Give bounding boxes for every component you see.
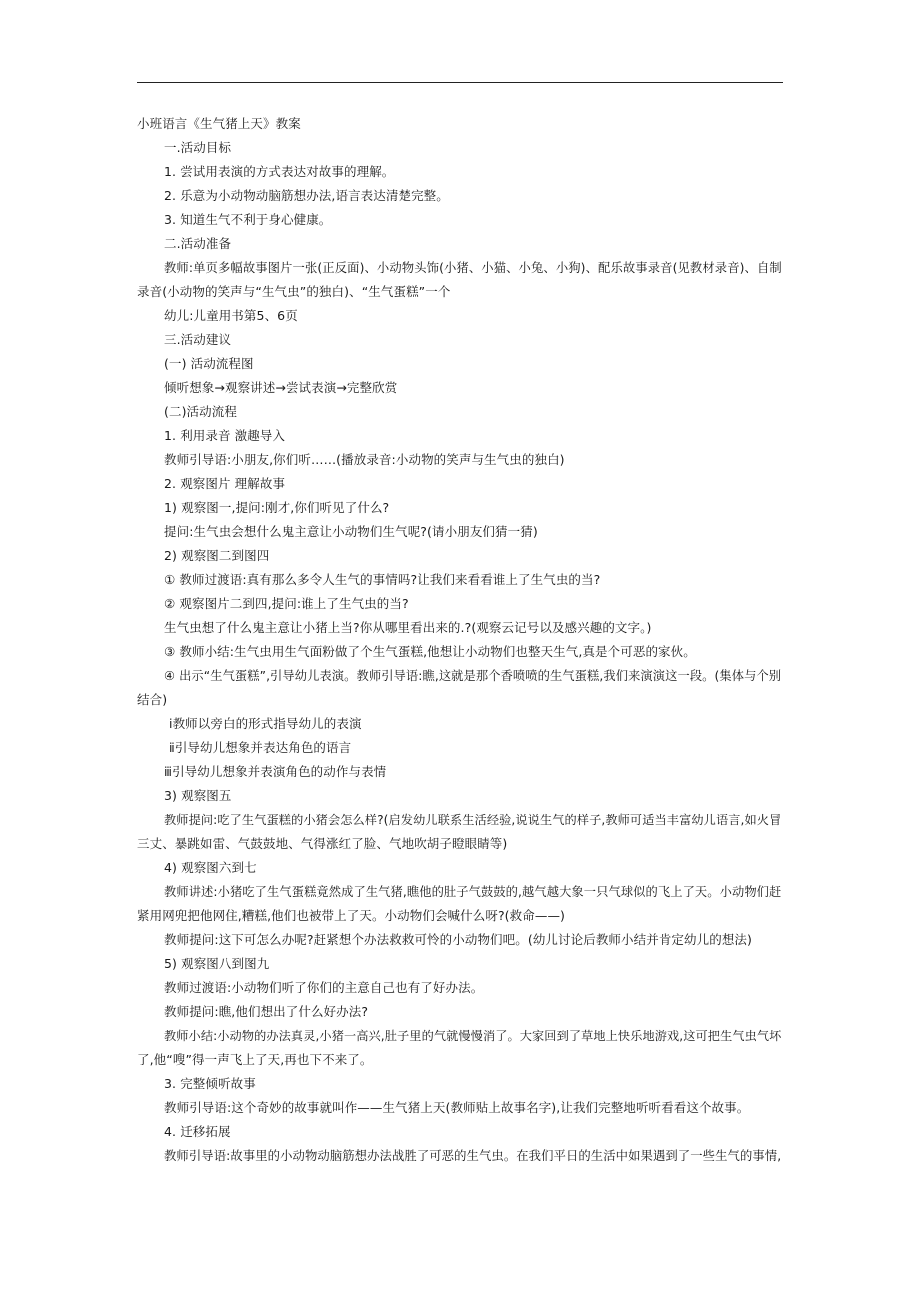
paragraph-line: 倾听想象→观察讲述→尝试表演→完整欣赏 (164, 380, 398, 395)
subsection-heading: (一) 活动流程图 (164, 356, 254, 371)
paragraph-line: 教师提问:瞧,他们想出了什么好办法? (164, 1004, 369, 1019)
paragraph-line: ① 教师过渡语:真有那么多令人生气的事情吗?让我们来看看谁上了生气虫的当? (164, 572, 601, 587)
section-heading: 二.活动准备 (164, 236, 232, 251)
paragraph-line: 生气虫想了什么鬼主意让小猪上当?你从哪里看出来的.?(观察云记号以及感兴趣的文字。) (164, 620, 652, 635)
step-heading: 3. 完整倾听故事 (164, 1076, 256, 1091)
paragraph-line: 了,他“嗖”得一声飞上了天,再也下不来了。 (137, 1052, 373, 1067)
section-heading: 三.活动建议 (164, 332, 232, 347)
step-heading: 2. 观察图片 理解故事 (164, 476, 286, 491)
substep-heading: 3) 观察图五 (164, 788, 232, 803)
header-rule (137, 82, 783, 83)
roman-item: ⅲ引导幼儿想象并表演角色的动作与表情 (164, 764, 387, 779)
paragraph-line: 教师小结:小动物的办法真灵,小猪一高兴,肚子里的气就慢慢消了。大家回到了草地上快乐地游戏,这可把生气虫气坏 (164, 1029, 782, 1043)
paragraph-line: 教师引导语:小朋友,你们听……(播放录音:小动物的笑声与生气虫的独白) (164, 452, 565, 467)
paragraph-line: 提问:生气虫会想什么鬼主意让小动物们生气呢?(请小朋友们猜一猜) (164, 524, 538, 539)
step-heading: 4. 迁移拓展 (164, 1124, 231, 1139)
paragraph-line: 三丈、暴跳如雷、气鼓鼓地、气得涨红了脸、气地吹胡子瞪眼睛等) (137, 836, 508, 851)
substep-heading: 5) 观察图八到图九 (164, 956, 270, 971)
paragraph-line: 紧用网兜把他网住,糟糕,他们也被带上了天。小动物们会喊什么呀?(救命——) (137, 908, 566, 923)
paragraph-line: 教师:单页多幅故事图片一张(正反面)、小动物头饰(小猪、小猫、小兔、小狗)、配乐故事录音(见教材录音)、自制 (164, 261, 782, 275)
step-heading: 1. 利用录音 激趣导入 (164, 428, 286, 443)
substep-heading: 2) 观察图二到图四 (164, 548, 270, 563)
paragraph-line: 教师讲述:小猪吃了生气蛋糕竟然成了生气猪,瞧他的肚子气鼓鼓的,越气越大象一只气球似的飞上了天。小动物们赶 (164, 885, 782, 899)
document-body (137, 112, 785, 1168)
paragraph-line: 教师提问:吃了生气蛋糕的小猪会怎么样?(启发幼儿联系生活经验,说说生气的样子,教师可适当丰富幼儿语言,如火冒 (164, 813, 782, 827)
paragraph-line: ② 观察图片二到四,提问:谁上了生气虫的当? (164, 596, 409, 611)
paragraph-line: ④ 出示“生气蛋糕”,引导幼儿表演。教师引导语:瞧,这就是那个香喷喷的生气蛋糕,我们来演演这一段。(集体与个别 (164, 669, 782, 683)
paragraph-line: ③ 教师小结:生气虫用生气面粉做了个生气蛋糕,他想让小动物们也整天生气,真是个可恶的家伙。 (164, 644, 696, 659)
document-title: 小班语言《生气猪上天》教案 (137, 116, 301, 131)
goal-item: 3. 知道生气不利于身心健康。 (164, 212, 332, 227)
paragraph-line: 录音(小动物的笑声与“生气虫”的独白)、“生气蛋糕”一个 (137, 284, 451, 299)
paragraph-line: 教师过渡语:小动物们听了你们的主意自己也有了好办法。 (164, 980, 484, 995)
goal-item: 2. 乐意为小动物动脑筋想办法,语言表达清楚完整。 (164, 188, 449, 203)
roman-item: ⅱ引导幼儿想象并表达角色的语言 (169, 740, 352, 755)
subsection-heading: (二)活动流程 (164, 404, 237, 419)
paragraph-line: 结合) (137, 692, 168, 707)
paragraph-line: 教师引导语:故事里的小动物动脑筋想办法战胜了可恶的生气虫。在我们平日的生活中如果遇到了一些生气的事情, (164, 1149, 782, 1163)
paragraph-line: 教师引导语:这个奇妙的故事就叫作——生气猪上天(教师贴上故事名字),让我们完整地听听看看这个故事。 (164, 1100, 750, 1115)
substep-heading: 1) 观察图一,提问:刚才,你们听见了什么? (164, 500, 390, 515)
paragraph-line: 幼儿:儿童用书第5、6页 (164, 308, 298, 323)
paragraph-line: 教师提问:这下可怎么办呢?赶紧想个办法救救可怜的小动物们吧。(幼儿讨论后教师小结并肯定幼儿的想法) (164, 932, 753, 947)
section-heading: 一.活动目标 (164, 140, 232, 155)
goal-item: 1. 尝试用表演的方式表达对故事的理解。 (164, 164, 395, 179)
substep-heading: 4) 观察图六到七 (164, 860, 257, 875)
roman-item: ⅰ教师以旁白的形式指导幼儿的表演 (169, 716, 362, 731)
